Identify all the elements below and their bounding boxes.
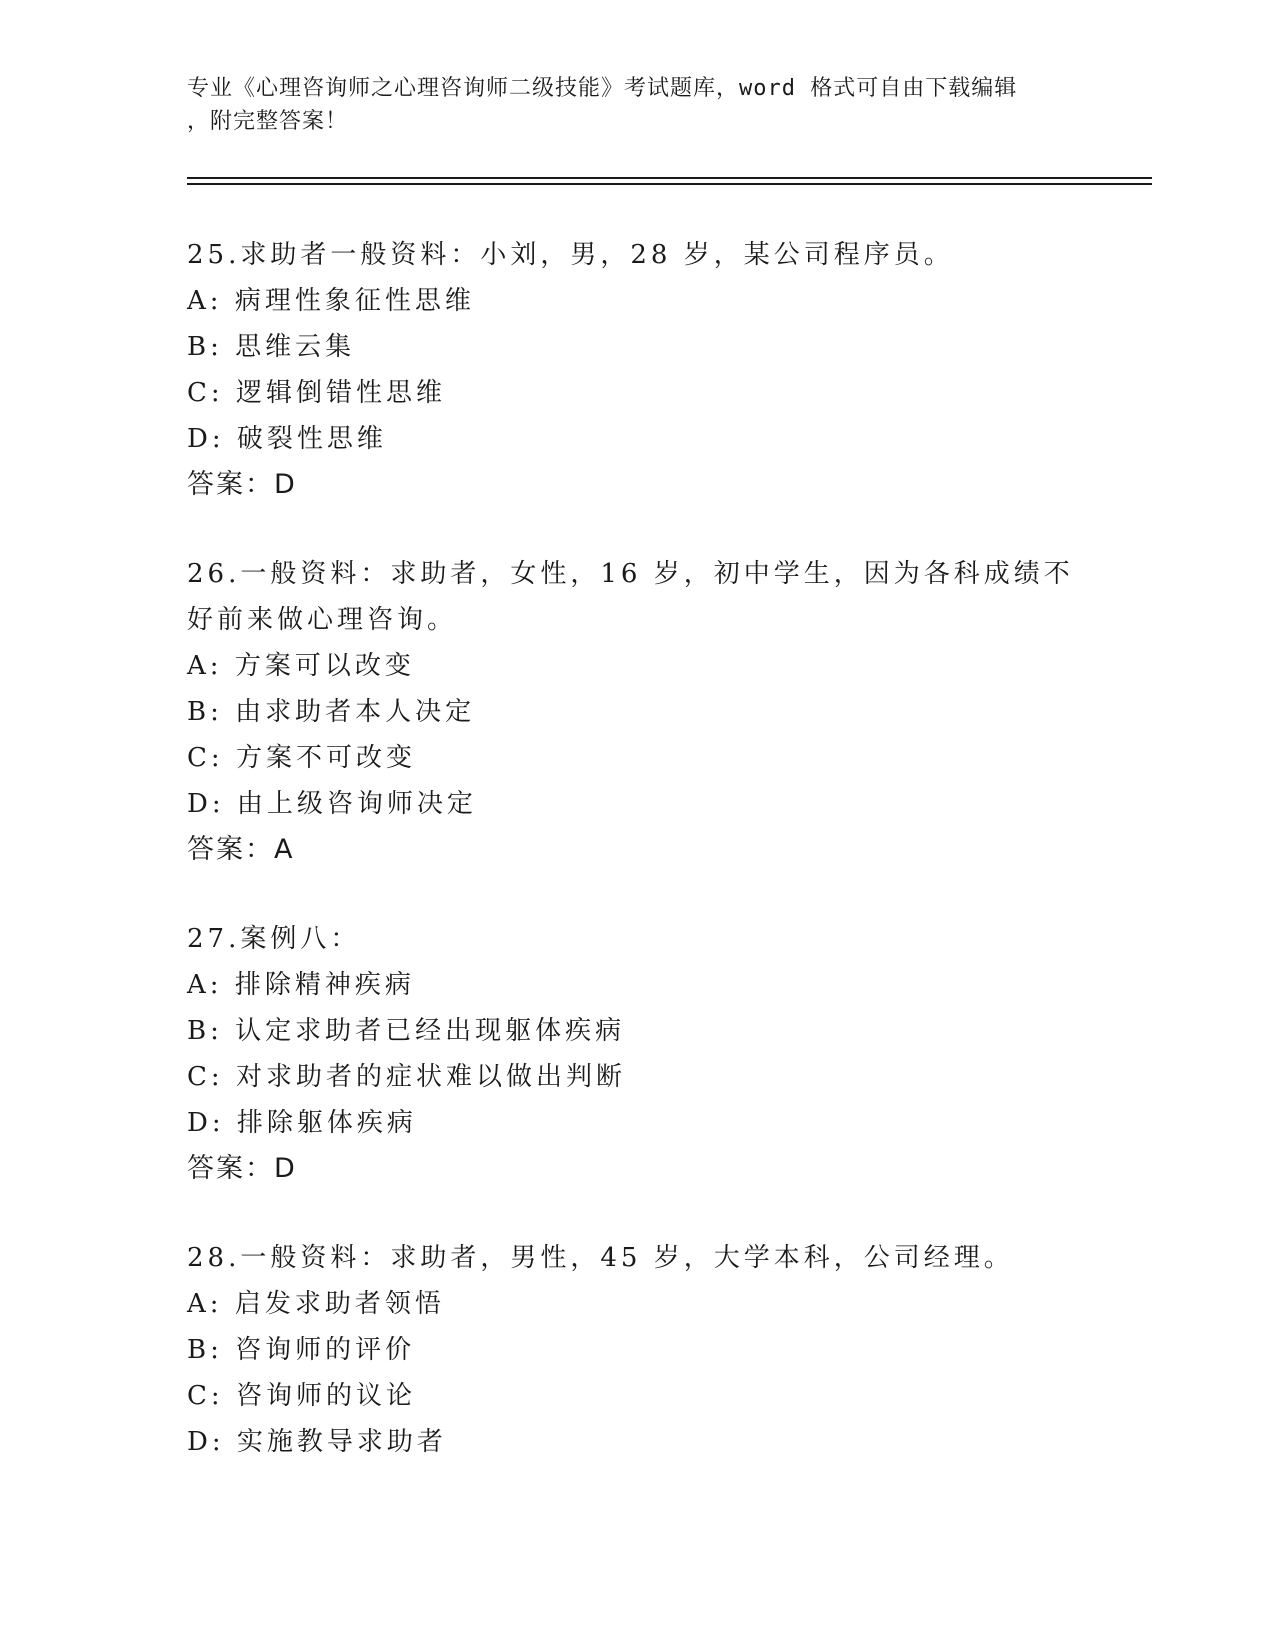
option-b bbox=[187, 689, 1087, 735]
option-separator: : bbox=[210, 1016, 223, 1046]
option-separator: : bbox=[209, 286, 223, 316]
option-text: 方案不可改变 bbox=[235, 743, 416, 773]
option-separator: : bbox=[210, 378, 224, 408]
question-text: 求助者一般资料：小刘，男，28 岁，某公司程序员。 bbox=[240, 240, 954, 270]
option-text: 由求助者本人决定 bbox=[235, 697, 476, 727]
option-text: 逻辑倒错性思维 bbox=[235, 378, 446, 408]
answer-value: D bbox=[274, 1153, 297, 1184]
option-c bbox=[187, 1054, 1087, 1100]
option-letter: C bbox=[187, 378, 211, 408]
option-b bbox=[187, 1327, 1087, 1373]
option-text: 方案可以改变 bbox=[234, 651, 415, 681]
question-27 bbox=[187, 916, 1087, 1192]
option-a bbox=[187, 1281, 1087, 1327]
option-separator: : bbox=[209, 651, 223, 681]
document-header bbox=[187, 72, 1087, 138]
option-letter: B bbox=[187, 697, 211, 727]
option-a bbox=[187, 962, 1087, 1008]
option-separator: : bbox=[210, 332, 223, 362]
question-number: 27. bbox=[187, 924, 241, 954]
answer-label: 答案： bbox=[187, 469, 274, 500]
option-letter: A bbox=[187, 286, 210, 316]
question-number: 28. bbox=[187, 1243, 241, 1273]
option-d bbox=[187, 781, 1087, 827]
option-text: 破裂性思维 bbox=[236, 424, 387, 454]
question-stem bbox=[187, 916, 1087, 962]
option-separator: : bbox=[209, 1289, 223, 1319]
option-separator: : bbox=[210, 697, 223, 727]
option-b bbox=[187, 324, 1087, 370]
option-separator: : bbox=[210, 1335, 223, 1365]
option-text: 咨询师的评价 bbox=[235, 1335, 416, 1365]
answer-line bbox=[187, 1146, 1087, 1192]
option-separator: : bbox=[210, 1381, 224, 1411]
option-separator: : bbox=[211, 1427, 225, 1457]
answer-label: 答案： bbox=[187, 1153, 274, 1184]
option-separator: : bbox=[211, 1108, 225, 1138]
option-text: 认定求助者已经出现躯体疾病 bbox=[235, 1016, 626, 1046]
option-separator: : bbox=[211, 789, 225, 819]
option-b bbox=[187, 1008, 1087, 1054]
option-text: 病理性象征性思维 bbox=[234, 286, 475, 316]
option-text: 启发求助者领悟 bbox=[234, 1289, 445, 1319]
option-text: 对求助者的症状难以做出判断 bbox=[235, 1062, 626, 1092]
option-c bbox=[187, 1373, 1087, 1419]
option-letter: D bbox=[187, 424, 212, 454]
header-line-2: ，附完整答案！ bbox=[187, 109, 349, 134]
option-text: 思维云集 bbox=[235, 332, 356, 362]
option-letter: C bbox=[187, 1062, 211, 1092]
option-text: 咨询师的议论 bbox=[235, 1381, 416, 1411]
question-number: 26. bbox=[187, 559, 241, 589]
question-stem bbox=[187, 1235, 1087, 1281]
question-stem bbox=[187, 551, 1087, 643]
answer-label: 答案： bbox=[187, 834, 274, 865]
header-divider-top bbox=[187, 177, 1152, 179]
option-letter: D bbox=[187, 1108, 212, 1138]
option-d bbox=[187, 1100, 1087, 1146]
option-letter: B bbox=[187, 1335, 211, 1365]
question-text: 一般资料：求助者，女性，16 岁，初中学生，因为各科成绩不好前来做心理咨询。 bbox=[187, 559, 1074, 635]
option-letter: D bbox=[187, 1427, 212, 1457]
question-25 bbox=[187, 232, 1087, 508]
option-text: 实施教导求助者 bbox=[236, 1427, 447, 1457]
option-letter: A bbox=[187, 1289, 210, 1319]
question-stem bbox=[187, 232, 1087, 278]
header-divider-bottom bbox=[187, 183, 1152, 185]
answer-line bbox=[187, 827, 1087, 873]
header-line-1: 专业《心理咨询师之心理咨询师二级技能》考试题库，word 格式可自由下载编辑 bbox=[187, 76, 1018, 101]
option-text: 排除精神疾病 bbox=[234, 970, 415, 1000]
answer-value: D bbox=[274, 469, 297, 500]
question-28 bbox=[187, 1235, 1087, 1465]
question-list bbox=[187, 232, 1087, 1508]
option-d bbox=[187, 1419, 1087, 1465]
option-text: 排除躯体疾病 bbox=[236, 1108, 417, 1138]
option-text: 由上级咨询师决定 bbox=[236, 789, 477, 819]
option-letter: C bbox=[187, 743, 211, 773]
option-c bbox=[187, 735, 1087, 781]
option-letter: D bbox=[187, 789, 212, 819]
option-letter: A bbox=[187, 651, 210, 681]
option-letter: B bbox=[187, 332, 211, 362]
option-separator: : bbox=[211, 424, 225, 454]
question-number: 25. bbox=[187, 240, 241, 270]
option-d bbox=[187, 416, 1087, 462]
answer-value: A bbox=[274, 834, 295, 865]
option-letter: A bbox=[187, 970, 210, 1000]
option-separator: : bbox=[210, 1062, 224, 1092]
option-letter: C bbox=[187, 1381, 211, 1411]
question-26 bbox=[187, 551, 1087, 873]
question-text: 案例八： bbox=[240, 924, 361, 954]
option-letter: B bbox=[187, 1016, 211, 1046]
option-c bbox=[187, 370, 1087, 416]
option-a bbox=[187, 278, 1087, 324]
answer-line bbox=[187, 462, 1087, 508]
option-a bbox=[187, 643, 1087, 689]
option-separator: : bbox=[209, 970, 223, 1000]
option-separator: : bbox=[210, 743, 224, 773]
question-text: 一般资料：求助者，男性，45 岁，大学本科，公司经理。 bbox=[240, 1243, 1014, 1273]
